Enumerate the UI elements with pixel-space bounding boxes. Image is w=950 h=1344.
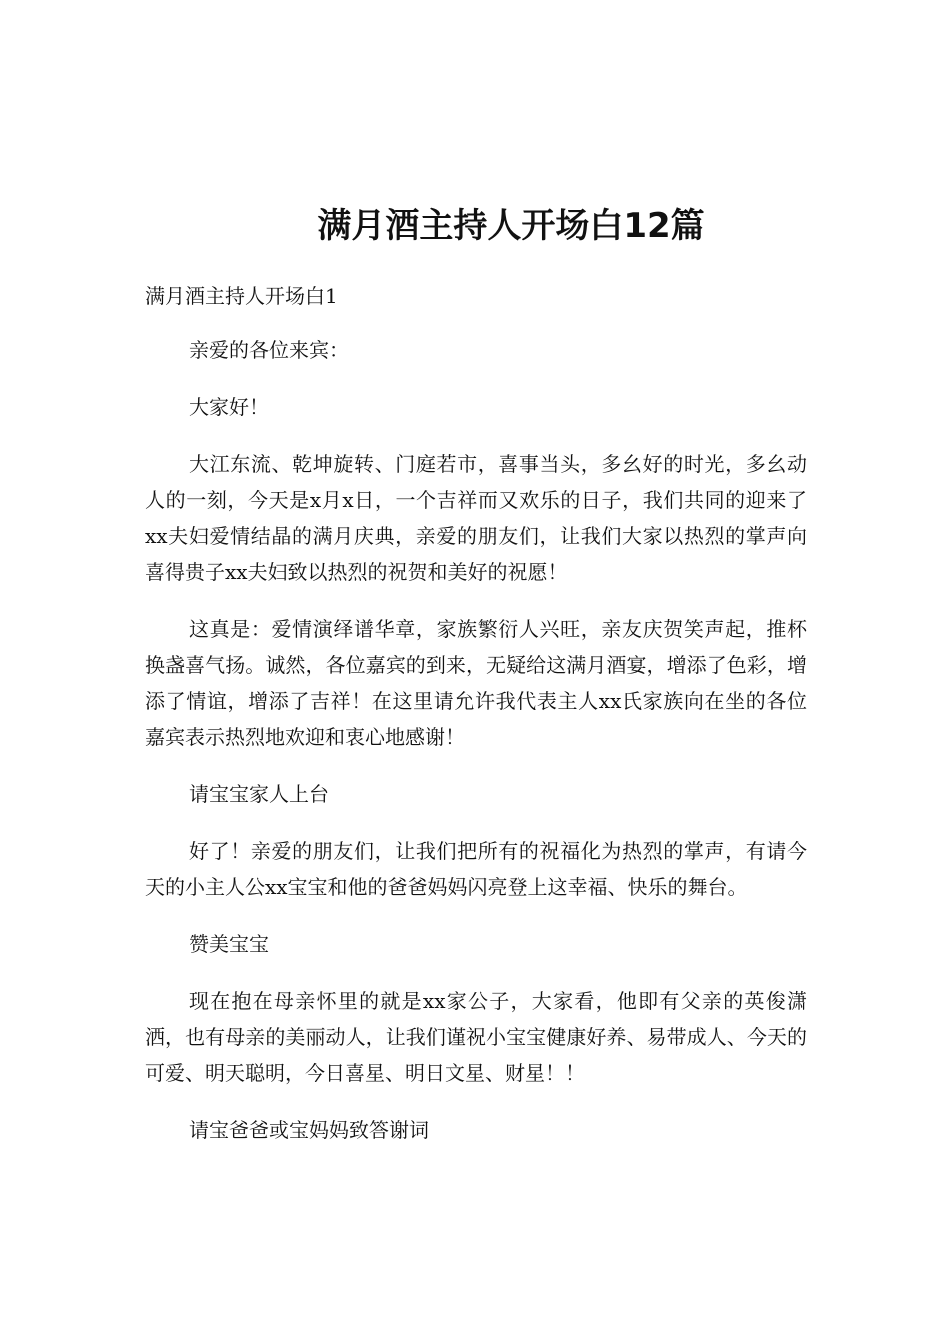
- cue-family-on-stage: 请宝宝家人上台: [189, 782, 329, 806]
- cue-praise-baby: 赞美宝宝: [189, 932, 269, 956]
- opening-paragraph: 大江东流、乾坤旋转、门庭若市，喜事当头，多幺好的时光，多幺动人的一刻，今天是x月x日，一个吉祥而又欢乐的日子，我们共同的迎来了xx夫妇爱情结晶的满月庆典，亲爱的朋友们，让我们大家以热烈的掌声向喜得贵子xx夫妇致以热烈的祝贺和美好的祝愿！: [145, 452, 807, 584]
- hello-line: 大家好！: [189, 395, 269, 419]
- cue-parent-speech: 请宝爸爸或宝妈妈致答谢词: [189, 1118, 429, 1142]
- greeting-line: 亲爱的各位来宾：: [189, 338, 349, 362]
- document-title: 满月酒主持人开场白12篇: [317, 206, 705, 246]
- document-body: [145, 190, 807, 1148]
- praise-paragraph: 现在抱在母亲怀里的就是xx家公子，大家看，他即有父亲的英俊潇洒，也有母亲的美丽动人，让我们谨祝小宝宝健康好养、易带成人、今天的可爱、明天聪明，今日喜星、明日文星、财星！！: [145, 989, 807, 1085]
- invitation-paragraph: 好了！亲爱的朋友们，让我们把所有的祝福化为热烈的掌声，有请今天的小主人公xx宝宝和他的爸爸妈妈闪亮登上这幸福、快乐的舞台。: [145, 839, 807, 899]
- welcome-paragraph: 这真是：爱情演绎谱华章，家族繁衍人兴旺，亲友庆贺笑声起，推杯换盏喜气扬。诚然，各位嘉宾的到来，无疑给这满月酒宴，增添了色彩，增添了情谊，增添了吉祥！在这里请允许我代表主人xx氏家族向在坐的各位嘉宾表示热烈地欢迎和衷心地感谢！: [145, 617, 807, 749]
- section-heading: 满月酒主持人开场白1: [145, 284, 338, 308]
